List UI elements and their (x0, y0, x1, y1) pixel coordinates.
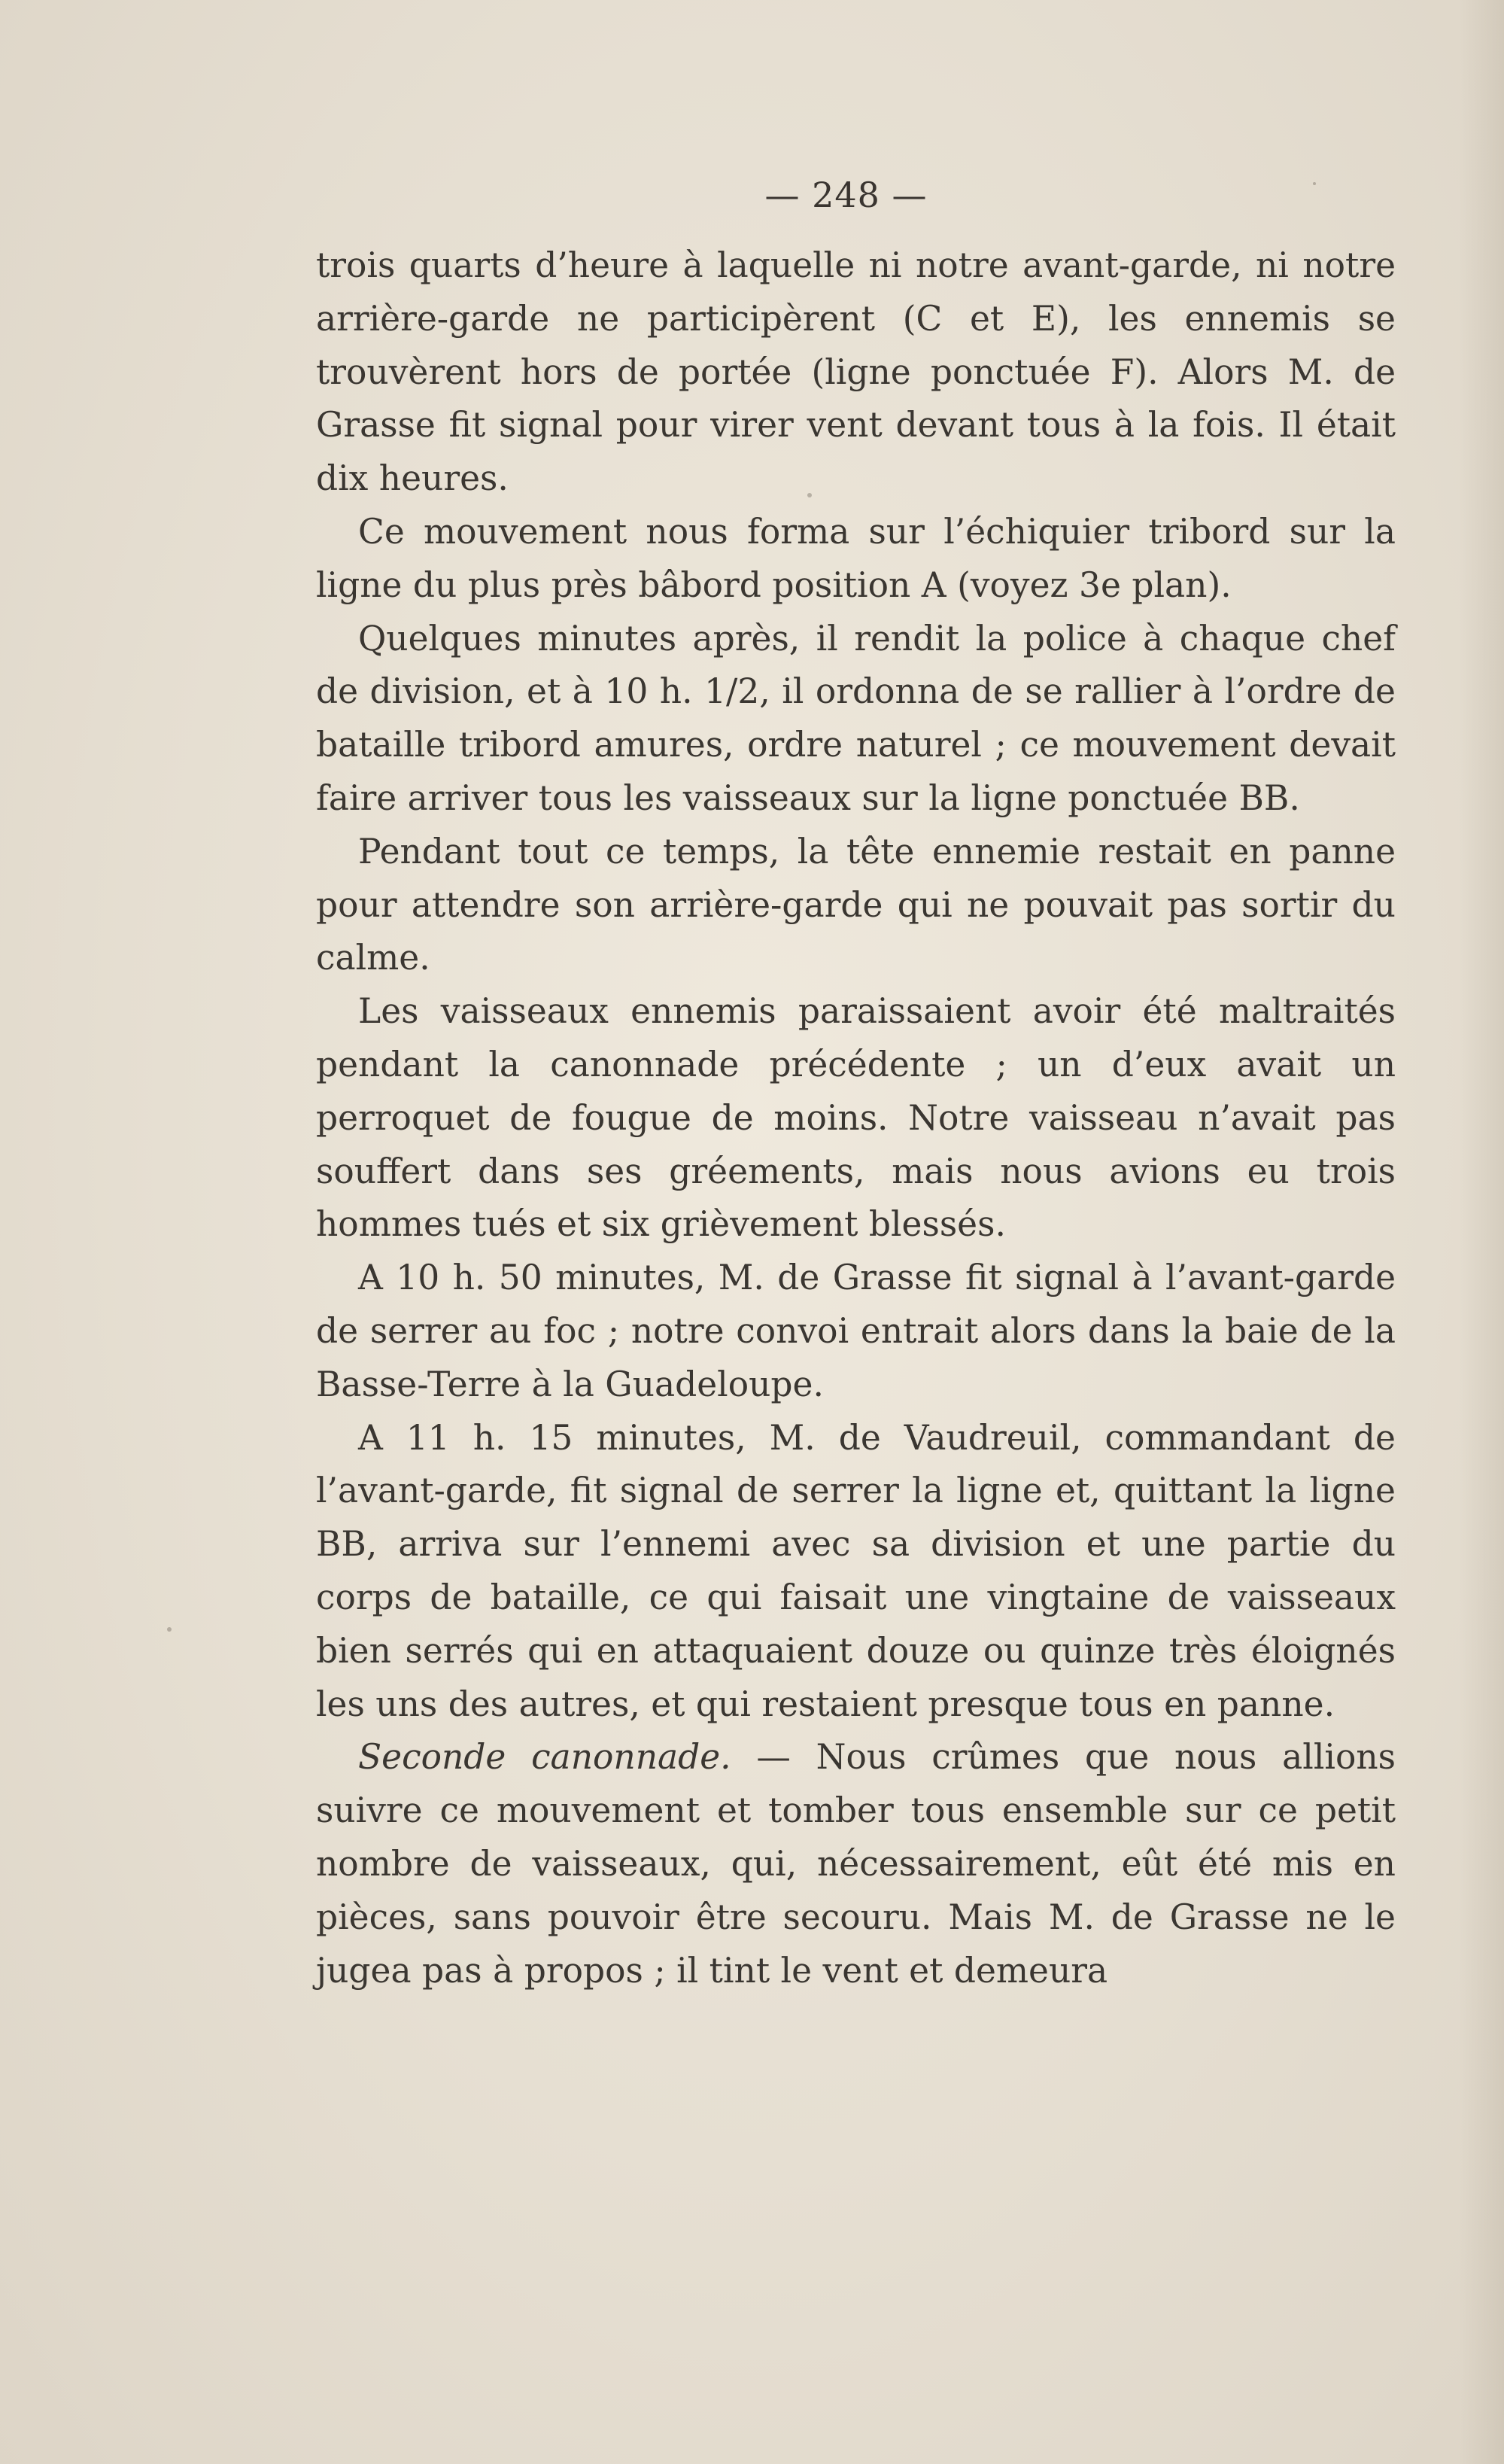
paragraph-5: Les vaisseaux ennemis paraissaient avoir été maltraités pendant la canonnade précédente ; un d’eux avait un perroquet de fougue de moins. Notre vaisseau n’avait pas souffert dans ses gréements, mais nous avions eu trois hommes tués et six grièvement blessés. (316, 991, 1396, 1245)
paragraph-6: A 10 h. 50 minutes, M. de Grasse fit signal à l’avant-garde de serrer au foc ; notre convoi entrait alors dans la baie de la Basse-Terre à la Guadeloupe. (316, 1258, 1396, 1404)
paragraph-4: Pendant tout ce temps, la tête ennemie restait en panne pour attendre son arrière-garde qui ne pouvait pas sortir du calme. (316, 831, 1396, 978)
paragraph-3: Quelques minutes après, il rendit la police à chaque chef de division, et à 10 h. 1/2, il ordonna de se rallier à l’ordre de bataille tribord amures, ordre naturel ; ce mouvement devait faire arriver tous les vaisseaux sur la ligne ponctuée BB. (316, 618, 1396, 818)
page-number: — 248 — (764, 175, 928, 215)
paragraph-8 (316, 1731, 1396, 1997)
body-text (316, 239, 1396, 1997)
paper-speck (1313, 182, 1316, 185)
paragraph-1: trois quarts d’heure à laquelle ni notre avant-garde, ni notre arrière-garde ne participèrent (C et E), les ennemis se trouvèrent hors de portée (ligne ponctuée F). Alors M. de Grasse fit signal pour virer vent devant tous à la fois. Il était dix heures. (316, 245, 1396, 499)
section-heading: Seconde canonnade. (358, 1737, 731, 1778)
paper-speck (167, 1627, 172, 1632)
paper-speck (807, 493, 812, 497)
paragraph-2: Ce mouvement nous forma sur l’échiquier tribord sur la ligne du plus près bâbord position A (voyez 3e plan). (316, 511, 1396, 605)
paragraph-8-text: — Nous crûmes que nous allions suivre ce mouvement et tomber tous ensemble sur ce petit nombre de vaisseaux, qui, nécessairement, eût été mis en pièces, sans pouvoir être secouru. Mais M. de Grasse ne le jugea pas à propos ; il tint le vent et demeura (316, 1737, 1396, 1991)
page-edge-shadow (1459, 0, 1504, 2464)
paragraph-7: A 11 h. 15 minutes, M. de Vaudreuil, commandant de l’avant-garde, fit signal de serrer la ligne et, quittant la ligne BB, arriva sur l’ennemi avec sa division et une partie du corps de bataille, ce qui faisait une vingtaine de vaisseaux bien serrés qui en attaquaient douze ou quinze très éloignés les uns des autres, et qui restaient presque tous en panne. (316, 1417, 1396, 1724)
